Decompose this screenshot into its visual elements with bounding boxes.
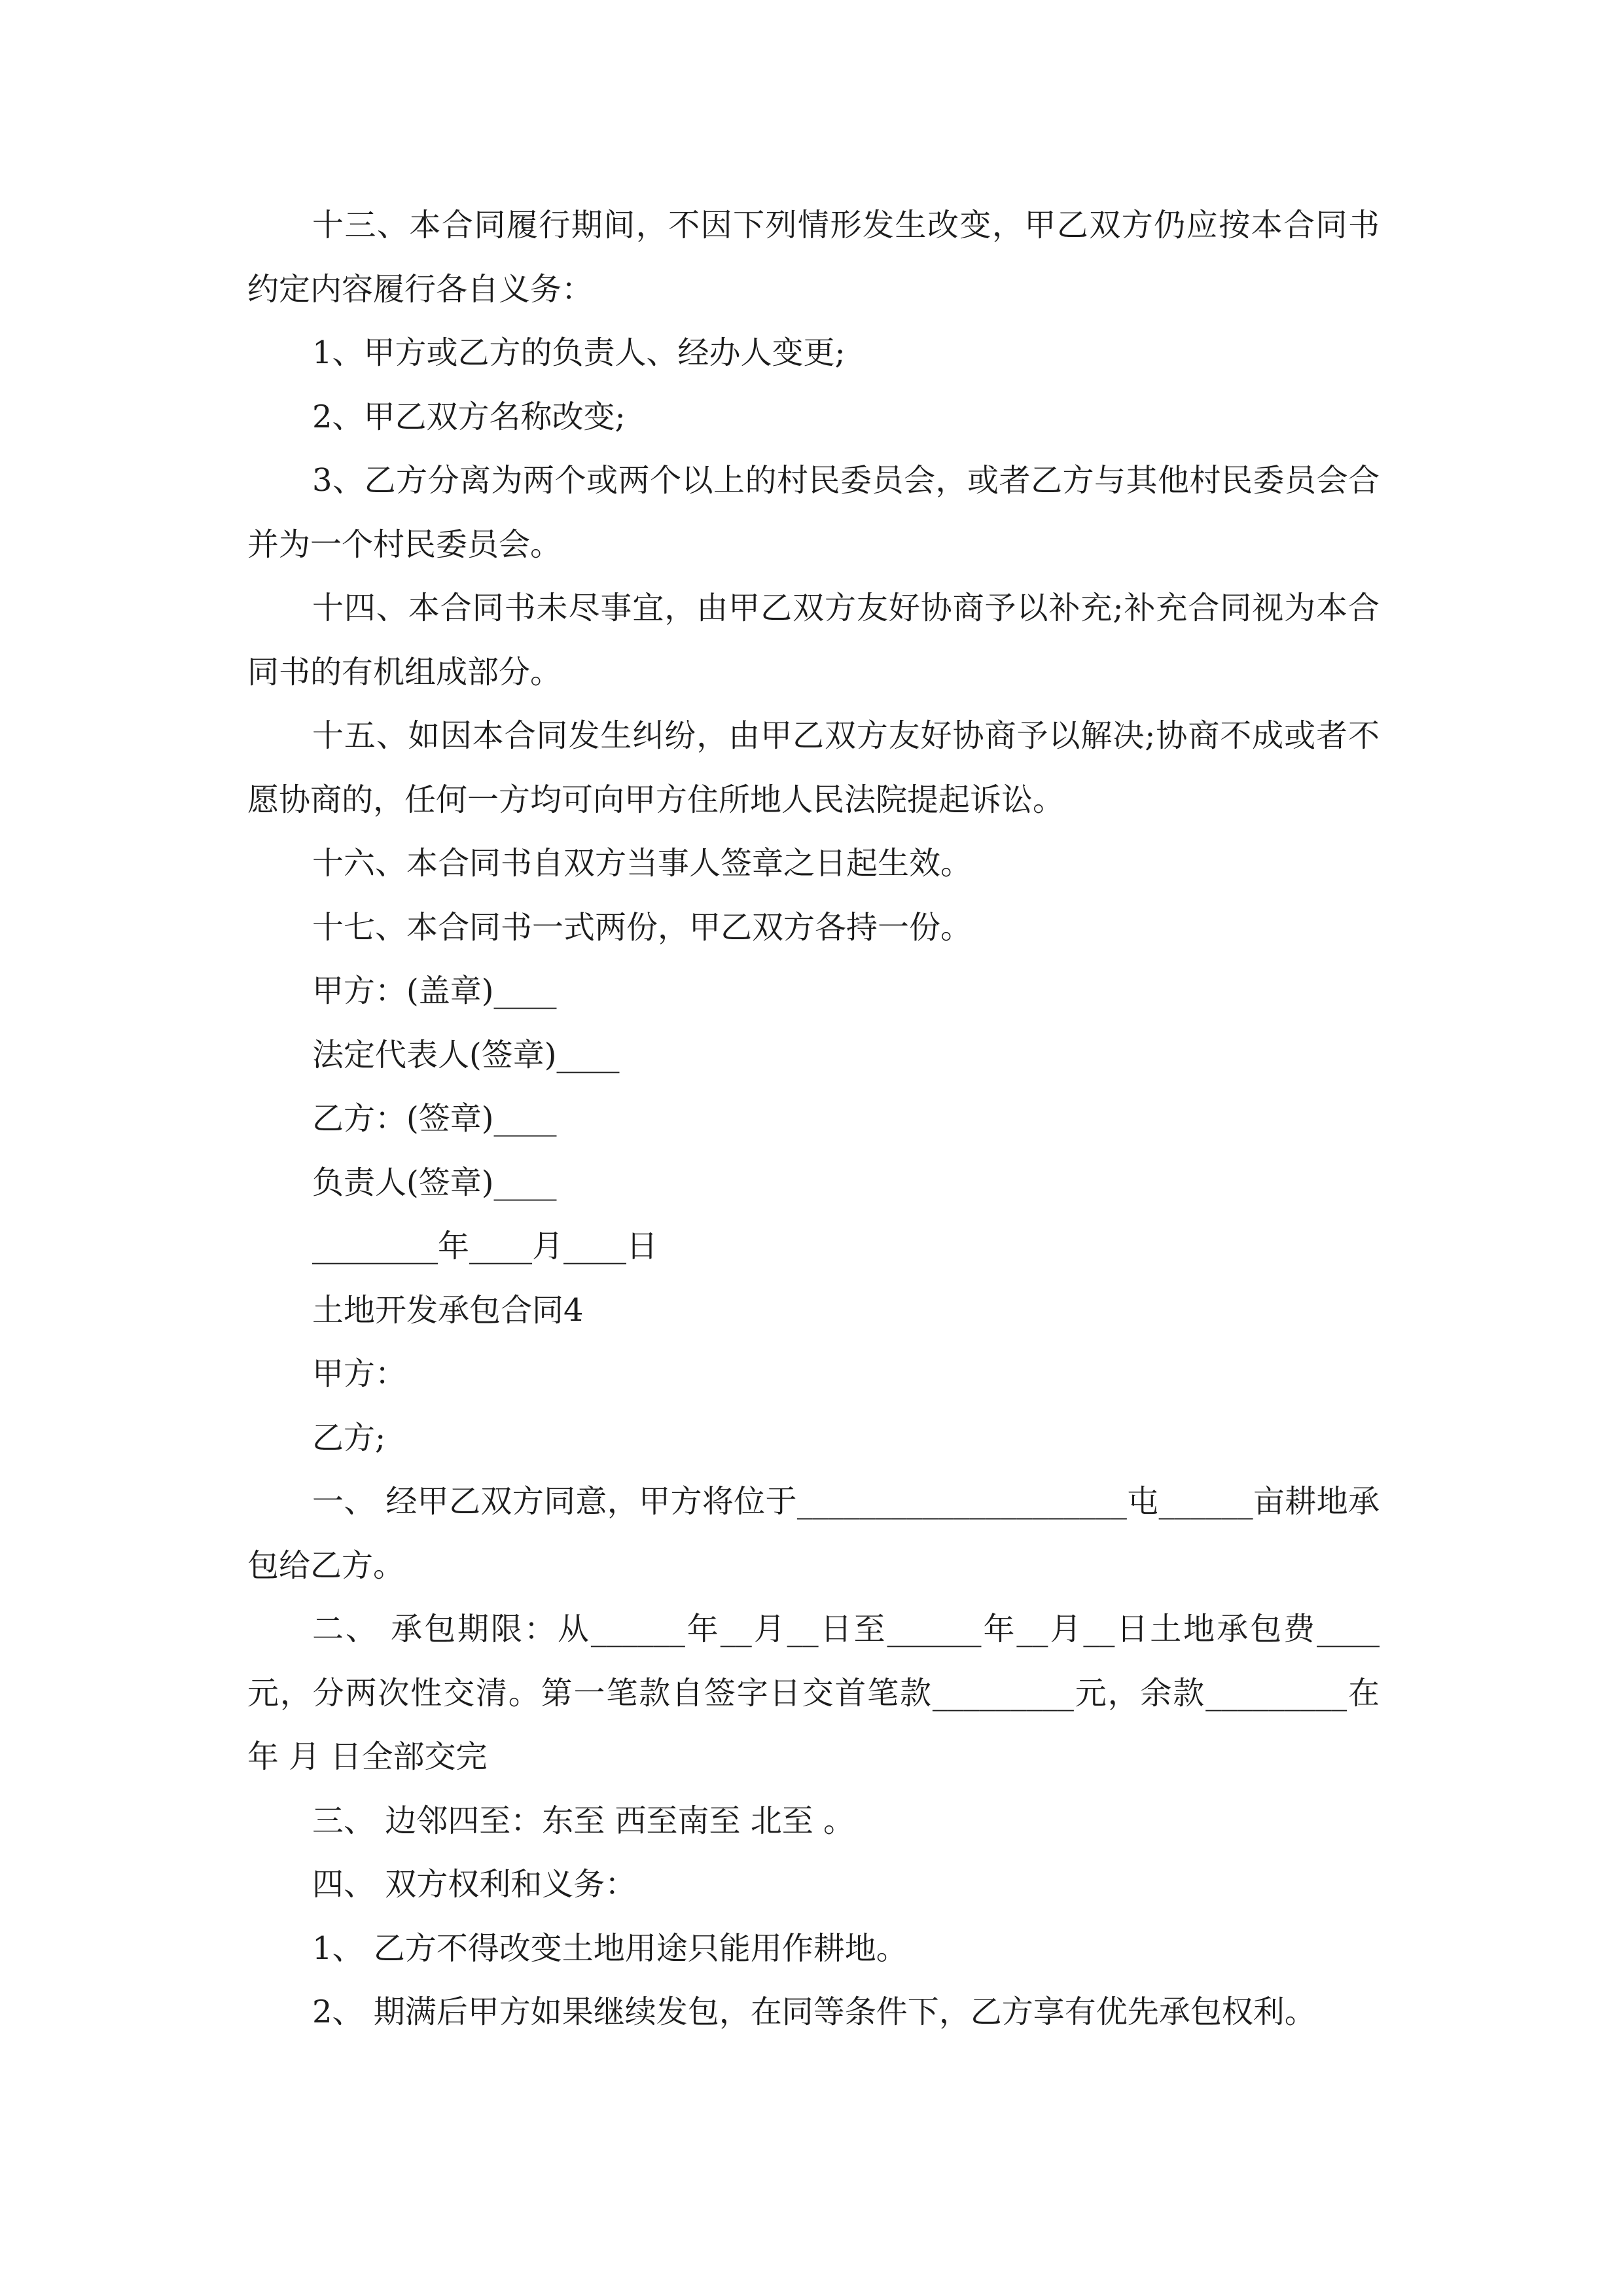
paragraph-item-3: 3、乙方分离为两个或两个以上的村民委员会，或者乙方与其他村民委员会合并为一个村民委员会。: [247, 462, 1380, 563]
paragraph-article-4: 四、 双方权利和义务：: [312, 1866, 637, 1903]
paragraph-article-1: 一、 经甲乙双方同意，甲方将位于_____________________屯______亩耕地承包给乙方。: [247, 1483, 1380, 1584]
signature-party-a: 甲方：(盖章)____: [312, 973, 557, 1009]
paragraph-clause-14: 十四、本合同书未尽事宜，由甲乙双方友好协商予以补充;补充合同视为本合同书的有机组成部分。: [247, 590, 1380, 691]
party-a-label: 甲方：: [312, 1355, 407, 1392]
contract-title: 土地开发承包合同4: [312, 1291, 584, 1329]
paragraph-clause-15: 十五、如因本合同发生纠纷，由甲乙双方友好协商予以解决;协商不成或者不愿协商的，任何一方均可向甲方住所地人民法院提起诉讼。: [247, 717, 1380, 818]
paragraph-article-3: 三、 边邻四至：东至 西至南至 北至 。: [312, 1802, 855, 1839]
paragraph-clause-13: 十三、本合同履行期间，不因下列情形发生改变，甲乙双方仍应按本合同书约定内容履行各自义务：: [247, 207, 1380, 308]
paragraph-article-2: 二、 承包期限：从______年__月__日至______年__月__日土地承包费____元，分两次性交清。第一笔款自签字日交首笔款_________元，余款_________在 年 月 日全部交完: [247, 1611, 1390, 1775]
party-b-label: 乙方;: [312, 1419, 386, 1456]
signature-date: ________年____月____日: [312, 1228, 658, 1265]
paragraph-clause-16: 十六、本合同书自双方当事人签章之日起生效。: [312, 845, 972, 882]
signature-person-in-charge: 负责人(签章)____: [312, 1164, 557, 1201]
signature-legal-representative: 法定代表人(签章)____: [312, 1036, 620, 1073]
paragraph-duty-1: 1、 乙方不得改变土地用途只能用作耕地。: [312, 1929, 908, 1967]
paragraph-item-2: 2、甲乙双方名称改变;: [312, 398, 626, 435]
signature-party-b: 乙方：(签章)____: [312, 1100, 557, 1137]
paragraph-item-1: 1、甲方或乙方的负责人、经办人变更;: [312, 334, 846, 371]
paragraph-duty-2: 2、 期满后甲方如果继续发包，在同等条件下，乙方享有优先承包权利。: [312, 1994, 1316, 2030]
paragraph-clause-17: 十七、本合同书一式两份，甲乙双方各持一份。: [312, 908, 972, 946]
